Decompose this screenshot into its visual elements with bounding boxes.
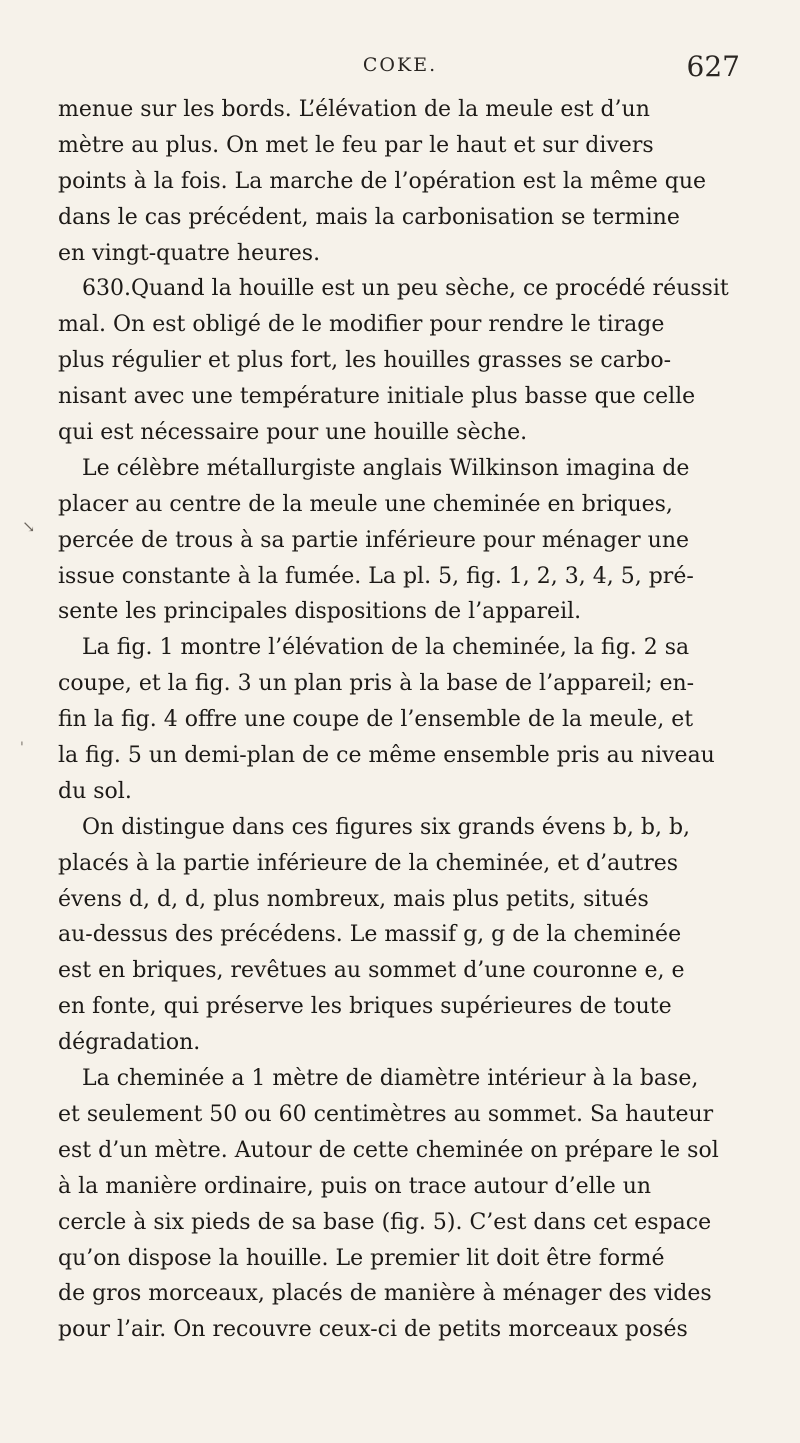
text-line: menue sur les bords. L’élévation de la meule est d’un [58,97,650,122]
text-line: et seulement 50 ou 60 centimètres au sommet. Sa hauteur [58,1101,714,1127]
text-line: qui est nécessaire pour une houille sèche. [58,420,528,446]
text-line: cercle à six pieds de sa base (fig. 5). C’est dans cet espace [58,1209,712,1235]
text-line: dans le cas précédent, mais la carbonisation se termine [58,204,680,230]
running-title: COKE. [362,54,438,76]
text-line: percée de trous à sa partie inférieure pour ménager une [58,527,690,553]
margin-mark-dot: ' [20,740,24,756]
paragraph-start-line: La cheminée a 1 mètre de diamètre intérieur à la base, [82,1066,699,1092]
text-line: mètre au plus. On met le feu par le haut et sur divers [58,132,654,158]
text-line: au-dessus des précédens. Le massif g, g de la cheminée [58,922,682,948]
text-line: nisant avec une température initiale plus basse que celle [58,384,696,410]
text-line: coupe, et la fig. 3 un plan pris à la base de l’appareil; en- [58,671,695,697]
page-number: 627 [686,50,740,83]
text-line: de gros morceaux, placés de manière à ménager des vides [58,1281,712,1307]
paragraph-start-line: 630.Quand la houille est un peu sèche, ce procédé réussit [82,276,729,302]
text-line: issue constante à la fumée. La pl. 5, fig. 1, 2, 3, 4, 5, pré- [58,563,694,589]
running-head [60,50,740,94]
text-line: placés à la partie inférieure de la cheminée, et d’autres [58,850,679,876]
text-line: plus régulier et plus fort, les houilles grasses se carbo- [58,348,672,374]
text-line: qu’on dispose la houille. Le premier lit doit être formé [58,1245,665,1271]
text-line: en vingt-quatre heures. [58,240,321,266]
paragraph-start-line: La fig. 1 montre l’élévation de la cheminée, la fig. 2 sa [82,635,690,661]
text-line: sente les principales dispositions de l’appareil. [58,599,582,625]
text-line: à la manière ordinaire, puis on trace autour d’elle un [58,1173,652,1199]
text-line: placer au centre de la meule une cheminée en briques, [58,491,673,517]
text-line: du sol. [58,778,132,804]
text-line: points à la fois. La marche de l’opération est la même que [58,168,707,194]
text-line: est d’un mètre. Autour de cette cheminée on prépare le sol [58,1137,719,1163]
text-line: dégradation. [58,1030,201,1056]
paragraph-start-line: Le célèbre métallurgiste anglais Wilkinson imagina de [82,455,690,481]
text-line: mal. On est obligé de le modifier pour rendre le tirage [58,312,665,338]
body-text [58,92,778,1348]
margin-check-mark: ↘ [22,517,36,536]
text-line: est en briques, revêtues au sommet d’une couronne e, e [58,958,685,984]
text-line: fin la fig. 4 offre une coupe de l’ensemble de la meule, et [58,707,694,733]
text-line: en fonte, qui préserve les briques supérieures de toute [58,994,672,1020]
text-line: évens d, d, d, plus nombreux, mais plus petits, situés [58,886,649,912]
text-line: pour l’air. On recouvre ceux-ci de petits morceaux posés [58,1317,688,1343]
paragraph-start-line: On distingue dans ces figures six grands évens b, b, b, [82,814,691,840]
text-line: la fig. 5 un demi-plan de ce même ensemble pris au niveau [58,743,715,769]
